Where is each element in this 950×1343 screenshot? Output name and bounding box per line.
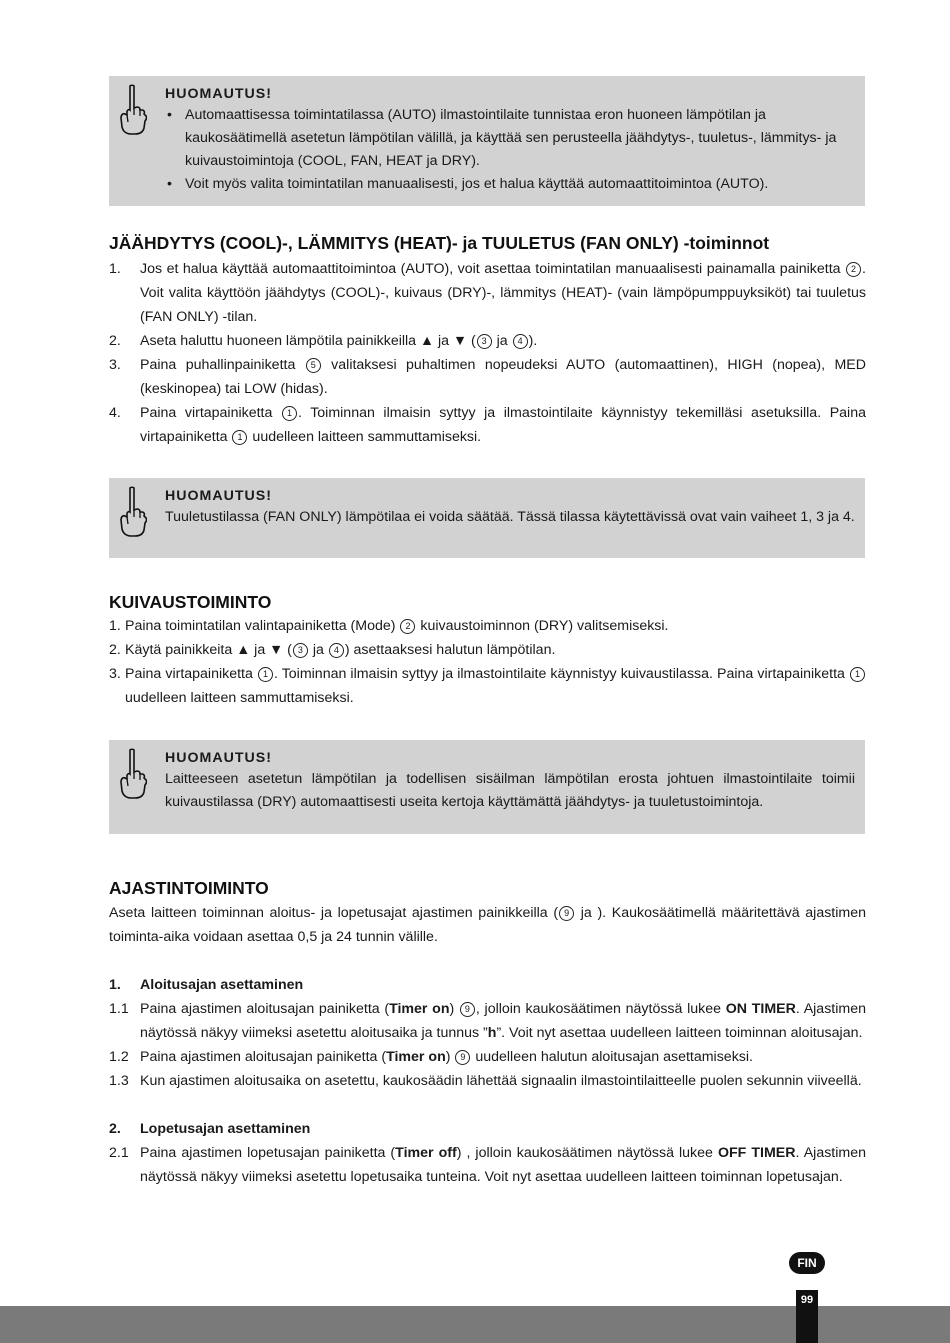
list-item: 1.2 Paina ajastimen aloitusajan painiketta (Timer on) 9 uudelleen halutun aloitusajan asettamiseksi.	[109, 1049, 753, 1065]
circled-number: 9	[455, 1050, 470, 1065]
circled-number: 3	[293, 643, 308, 658]
pointing-hand-icon	[119, 486, 147, 538]
note-box-1	[109, 76, 865, 206]
list-item: 3. Paina virtapainiketta 1 . Toiminnan ilmaisin syttyy ja ilmastointilaite käynnistyy kuivaustilassa. Paina virtapainiketta 1 uudelleen laitteen sammuttamiseksi.	[109, 662, 866, 710]
list-item: 1.3 Kun ajastimen aloitusaika on asetettu, kaukosäädin lähettää signaalin ilmastointilaitteelle puolen sekunnin viiveellä.	[109, 1073, 862, 1089]
circled-number: 2	[846, 262, 861, 277]
section-heading-timer: AJASTINTOIMINTO	[109, 878, 269, 898]
section-heading-dry: KUIVAUSTOIMINTO	[109, 592, 272, 612]
note-title: HUOMAUTUS!	[165, 488, 272, 504]
pointing-hand-icon	[119, 84, 147, 136]
circled-number: 9	[460, 1002, 475, 1017]
circled-number: 1	[850, 667, 865, 682]
note-title: HUOMAUTUS!	[165, 86, 272, 102]
list-item: 2. Käytä painikkeita ▲ ja ▼ ( 3 ja 4 ) asettaaksesi halutun lämpötilan.	[109, 642, 556, 658]
note-title: HUOMAUTUS!	[165, 750, 272, 766]
circled-number: 9	[559, 906, 574, 921]
section3-body	[109, 901, 866, 1189]
section-heading-cool-heat-fan: JÄÄHDYTYS (COOL)-, LÄMMITYS (HEAT)- ja TUULETUS (FAN ONLY) -toiminnot	[109, 233, 770, 253]
circled-number: 1	[258, 667, 273, 682]
subsection-title: 1. Aloitusajan asettaminen	[109, 977, 304, 993]
note-bullet: • Voit myös valita toimintatilan manuaalisesti, jos et halua käyttää automaattitoimintoa (AUTO).	[165, 173, 855, 196]
list-item: 3. Paina puhallinpainiketta 5 valitaksesi puhaltimen nopeudeksi AUTO (automaattinen), HIGH (nopea), MED (keskinopea) tai LOW (hidas).	[109, 357, 867, 397]
note-bullet: • Automaattisessa toimintatilassa (AUTO) ilmastointilaite tunnistaa eron huoneen lämpötilan ja kaukosäätimellä asetetun lämpötilan välillä, ja käyttää sen perusteella jäähdytys-, tuuletus-, lämmitys- ja kuivaustoimintoja (COOL, FAN, HEAT ja DRY).	[165, 104, 855, 173]
pointing-hand-icon	[119, 748, 147, 800]
circled-number: 4	[513, 334, 528, 349]
note-text: Laitteeseen asetetun lämpötilan ja todellisen sisäilman lämpötilan erosta johtuen ilmastointilaite toimii kuivaustilassa (DRY) automaattisesti useita kertoja käyttämättä jäähdytys- ja tuuletustoimintoja.	[165, 771, 855, 810]
section-intro: Aseta laitteen toiminnan aloitus- ja lopetusajat ajastimen painikkeilla ( 9 ja ). Kaukosäätimellä määritettävä ajastimen toiminta-aika voidaan asettaa 0,5 ja 24 tunnin välille.	[109, 905, 866, 945]
list-item: 2.1 Paina ajastimen lopetusajan painiketta (Timer off) , jolloin kaukosäätimen näytössä lukee OFF TIMER. Ajastimen näytössä näkyy viimeksi asetettu lopetusaika tunteina. Voit nyt asettaa uudelleen laitteen toiminnan lopetusajan.	[109, 1145, 866, 1185]
page-number: 99	[796, 1290, 818, 1343]
circled-number: 3	[477, 334, 492, 349]
note-box-2	[109, 478, 865, 558]
circled-number: 4	[329, 643, 344, 658]
subsection-title: 2. Lopetusajan asettaminen	[109, 1121, 311, 1137]
list-item: 2. Aseta haluttu huoneen lämpötila painikkeilla ▲ ja ▼ ( 3 ja 4 ).	[109, 333, 538, 349]
list-item: 4. Paina virtapainiketta 1 . Toiminnan ilmaisin syttyy ja ilmastointilaite käynnistyy tekemilläsi asetuksilla. Paina virtapainiketta 1 uudelleen laitteen sammuttamiseksi.	[109, 405, 866, 445]
circled-number: 2	[400, 619, 415, 634]
section2-list	[109, 614, 866, 710]
note-text: Tuuletustilassa (FAN ONLY) lämpötilaa ei voida säätää. Tässä tilassa käytettävissä ovat vain vaiheet 1, 3 ja 4.	[165, 509, 855, 525]
circled-number: 1	[232, 430, 247, 445]
list-item: 1. Jos et halua käyttää automaattitoimintoa (AUTO), voit asettaa toimintatilan manuaalisesti painamalla painiketta 2 . Voit valita käyttöön jäähdytys (COOL)-, kuivaus (DRY)-, lämmitys (HEAT)- (vain lämpöpumppuyksiköt) tai tuuletus (FAN ONLY) -tilan.	[109, 261, 866, 325]
list-item: 1.1 Paina ajastimen aloitusajan painiketta (Timer on) 9 , jolloin kaukosäätimen näytössä lukee ON TIMER. Ajastimen näytössä näkyy viimeksi asetettu aloitusaika ja tunnus ”h”. Voit nyt asettaa uudelleen laitteen toiminnan aloitusajan.	[109, 1001, 866, 1041]
language-badge: FIN	[789, 1252, 825, 1274]
circled-number: 5	[306, 358, 321, 373]
note-box-3	[109, 740, 865, 834]
section1-list	[109, 257, 866, 449]
circled-number: 1	[282, 406, 297, 421]
list-item: 1. Paina toimintatilan valintapainiketta (Mode) 2 kuivaustoiminnon (DRY) valitsemiseksi.	[109, 618, 669, 634]
